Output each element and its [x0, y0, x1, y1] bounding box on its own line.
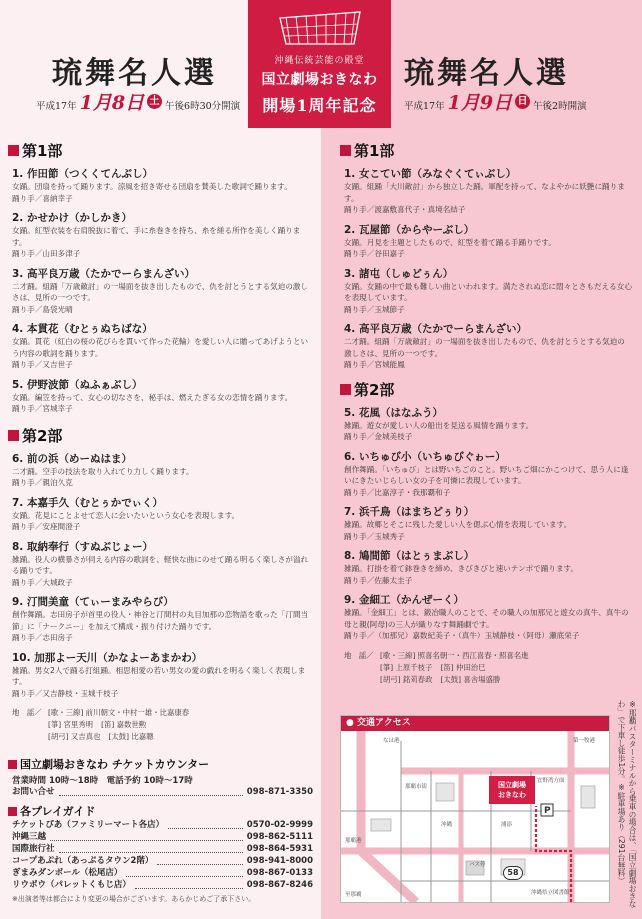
day2-part1-heading: 第1部	[340, 140, 632, 161]
item-dancer: 踊り手／喜納幸子	[12, 193, 73, 203]
item-dancer: 踊り手／親泊久克	[12, 478, 73, 487]
day2-musicians	[340, 650, 632, 686]
item-title: 7. 浜千鳥（はまちどぅり）	[344, 506, 475, 518]
road-map	[341, 731, 609, 902]
item-description: 女踊。花見にことよせて恋人に会いたいという女心を表現します。	[12, 510, 240, 520]
contact-row	[8, 786, 313, 798]
playguide-row	[8, 867, 313, 879]
day1-musicians	[8, 707, 313, 743]
item-title: 5. 伊野波節（ぬふぁぶし）	[12, 378, 143, 391]
item-description: 雑踊。遊女が愛しい人の船出を見送る風情を踊ります。	[344, 420, 534, 430]
leader-dots	[50, 834, 243, 841]
day1-program	[8, 140, 313, 743]
item-description: 創作舞踊。志田房子が首里の役人・神谷と汀間村の丸目加那の恋物語を歌った「汀間当節」に「ナークニー」を加えて構成・振り付けた踊りです。	[12, 610, 309, 631]
musician-row	[12, 719, 313, 731]
map-label: 宜野湾方面	[537, 778, 565, 784]
program-item	[8, 540, 313, 589]
musician-entry: [笛] 嘉数世勲	[101, 720, 147, 729]
map-label: 那覇市街	[405, 784, 428, 790]
playguide-label: 沖縄三越	[12, 832, 47, 842]
contact-phone: 098-871-3350	[246, 787, 313, 797]
musician-entry: [箏] 上原千枝子	[380, 662, 433, 672]
playguide-row	[8, 831, 313, 843]
item-description: 雑踊。「金細工」とは、鍛冶職人のことで、その職人の加那兄と遊女の真牛、真牛の母と親(阿母)の三人が織りなす舞踊劇です。	[344, 608, 629, 629]
playguide-phone: 0570-02-9999	[246, 820, 313, 830]
item-description: 雑踊。男女2人で踊る打組踊。相思相愛の若い男女の愛の戯れを明るく楽しく表現します。	[12, 665, 306, 686]
item-dancer: 踊り手／玉城秀子	[344, 531, 405, 541]
playguide-heading: 各プレイガイド	[8, 803, 313, 819]
item-title: 10. 加那よー天川（かなよーあまかわ）	[12, 651, 203, 664]
item-title: 5. 花風（はなふう）	[344, 406, 443, 419]
heading-square-icon	[8, 807, 17, 816]
item-description: 二才踊。空手の技法を取り入れてり力しく踊ります。	[12, 466, 194, 476]
musician-entry: [笛] 仲田治巳	[440, 662, 486, 672]
leader-dots	[126, 870, 242, 877]
playguide-phone: 098-941-8000	[246, 856, 313, 866]
playguide-label: 国際旅行社	[12, 844, 55, 854]
musician-row	[344, 650, 632, 662]
day1-part2-heading: 第2部	[8, 425, 313, 446]
item-dancer: 踊り手／島袋光晴	[12, 304, 73, 314]
map-label: 浦添	[501, 822, 513, 828]
heading-square-icon	[8, 145, 19, 156]
program-item	[8, 496, 313, 533]
program-item	[340, 167, 632, 216]
item-description: 雑踊。故郷とそこに残した愛しい人を偲ぶ心情を表現しています。	[344, 520, 572, 529]
program-item	[340, 450, 632, 499]
musician-row	[12, 731, 313, 743]
item-title: 6. いちゅび小（いちゅびぐゎー）	[344, 450, 506, 463]
banner-theater-name: 国立劇場おきなわ	[261, 72, 378, 88]
heading-square-icon	[340, 145, 351, 156]
map-label: 那覇港	[345, 838, 362, 844]
heading-square-icon	[8, 430, 19, 441]
ticket-info	[8, 756, 313, 904]
map-label: バス停	[469, 862, 486, 868]
leader-dots	[59, 846, 243, 853]
map-label: 第一牧港	[573, 738, 596, 744]
item-title: 2. かせかけ（かしかき）	[12, 212, 132, 224]
day2-time: 午後2時開演	[533, 101, 587, 112]
musician-row	[344, 662, 632, 674]
playguide-label: リウボウ（パレットくもじ店）	[12, 880, 131, 890]
item-dancer: 踊り手／又吉世子	[12, 360, 73, 369]
center-banner	[248, 0, 391, 128]
change-notice: ※出演者等は都合により変更の場合がございます。あらかじめご了承下さい。	[12, 895, 256, 903]
item-title: 7. 本嘉手久（むとぅかでぃく）	[12, 496, 164, 509]
musician-entry: [歌・三線] 前川朝文・中村一雄・比嘉康春	[48, 708, 190, 717]
item-dancer: 踊り手／志田房子	[12, 633, 73, 642]
playguide-phone: 098-864-5931	[246, 844, 313, 854]
program-item	[8, 322, 313, 371]
svg-text:P: P	[544, 806, 551, 816]
playguide-phone: 098-867-8246	[246, 880, 313, 890]
day2-program	[340, 140, 632, 686]
item-title: 2. 瓦屋節（からやーぶし）	[344, 223, 475, 236]
day1-weekday-badge: 土	[147, 94, 162, 109]
item-dancer: 踊り手／比嘉淳子・我那覇和子	[344, 487, 451, 497]
item-title: 4. 高平良万歳（たかでーらまんざい）	[344, 323, 527, 335]
musician-entry: [太鼓] 比嘉聰	[108, 732, 154, 741]
item-title: 6. 前の浜（めーぬはま）	[12, 452, 132, 465]
item-title: 9. 汀間美童（てぃーまみやらび）	[12, 596, 174, 608]
heading-square-icon	[340, 384, 351, 395]
item-title: 3. 高平良万歳（たかでーらまんざい）	[12, 267, 195, 280]
playguide-phone: 098-862-5111	[246, 832, 313, 842]
playguide-row	[8, 855, 313, 867]
day2-era: 平成17年	[404, 101, 445, 112]
item-dancer: 踊り手／佐藤太圭子	[344, 575, 413, 585]
program-item	[340, 593, 632, 642]
item-description: 女踊。月見を主題としたもので、紅型を着て踊る手踊りです。	[344, 237, 556, 247]
musician-row	[12, 707, 313, 719]
item-dancer: 踊り手／（加那兄）嘉数紀美子・（真牛）玉城静枝・（阿母）瀬底栄子	[344, 631, 580, 640]
program-item	[8, 595, 313, 644]
item-description: 創作舞踊。「いちゅび」とは野いちごのこと。野いちご畑にかこつけて、思う人に逢いにきたいじらしい女の子を可憐に表現しています。	[344, 464, 629, 485]
musician-label: 地 謡／	[12, 708, 42, 717]
program-item	[340, 505, 632, 542]
musician-entry: [太鼓] 喜舎場盛勝	[440, 674, 501, 684]
item-dancer: 踊り手／大城政子	[12, 577, 73, 587]
item-title: 9. 金細工（かんぜーく）	[344, 594, 464, 606]
day1-date	[36, 88, 240, 115]
program-item	[8, 211, 313, 260]
theater-building-icon	[272, 6, 368, 50]
day1-era: 平成17年	[36, 101, 77, 112]
program-item	[8, 267, 313, 316]
day2-weekday-badge: 日	[515, 94, 530, 109]
musician-entry: [胡弓] 又吉真也	[48, 732, 101, 741]
map-label: 沖縄	[441, 822, 453, 828]
day2-date	[404, 88, 587, 115]
playguide-label: ぎまみダンボール（松尾店）	[12, 868, 123, 878]
map-label: なは港	[383, 738, 400, 744]
day1-title: 琉舞名人選	[52, 56, 217, 91]
item-dancer: 踊り手／渡嘉敷喜代子・真境名結子	[344, 205, 466, 214]
item-title: 8. 鳩間節（はとぅまぶし）	[344, 550, 475, 562]
item-title: 8. 取納奉行（すぬぶじょー）	[12, 540, 153, 553]
item-title: 3. 諸屯（しゅどぅん）	[344, 267, 454, 280]
day2-part2-heading: 第2部	[340, 379, 632, 400]
day1-month-day: 1月8日	[79, 92, 145, 114]
leader-dots	[157, 858, 242, 865]
item-description: 雑踊。打掛を着て鉢巻きを締め、きびきびと速いテンポで踊ります。	[344, 564, 579, 573]
map-label: 沖縄県立図書館	[531, 890, 570, 896]
playguide-label: チケットぴあ（ファミリーマート各店）	[12, 820, 165, 830]
program-item	[8, 378, 313, 415]
program-item	[8, 651, 313, 700]
musician-entry: [歌・三線] 照喜名朝一・西江喜春・照喜名進	[380, 650, 529, 660]
playguide-row	[8, 879, 313, 891]
banner-anniversary: 開場1周年記念	[262, 96, 377, 115]
theater-location-marker: 国立劇場 おきなわ	[489, 776, 535, 804]
day2-title: 琉舞名人選	[404, 56, 569, 91]
item-description: 女踊。貫花（紅白の桜の花びらを貫いて作った花輪）を愛しい人に贈ってあげようという内容の歌詞を踊ります。	[12, 337, 309, 358]
day1-time: 午後6時30分開演	[165, 101, 241, 112]
item-title: 1. 女こてい節（みなぐくてぃぶし）	[344, 168, 517, 180]
access-notes: ※那覇バスターミナルから乗車の場合は、「国立劇場おきなわ」で下車し徒歩1分。※駐車場あり（291台無料）	[617, 700, 637, 908]
contact-label: お問い合せ	[12, 787, 55, 797]
route-58-badge: 58	[503, 866, 523, 880]
item-description: 二才踊。組踊「万歳敵討」の一場面を抜き出したもので、仇を討とうとする気迫の激しさは、見所の一つです。	[12, 281, 308, 302]
item-title: 1. 作田節（つくくてんぶし）	[12, 168, 153, 180]
item-description: 雑踊。役人の横暴さが伺える内容の歌詞を、軽快な曲にのせて踊る明るく楽しさが溢れる踊りです。	[12, 554, 309, 575]
leader-dots	[168, 822, 243, 829]
item-description: 女踊。編笠を持って、女心の切なさを、秘手は、燃えたぎる女の恋情を踊ります。	[12, 392, 293, 402]
item-dancer: 踊り手／宮城能鳳	[344, 360, 405, 369]
musician-entry: [胡弓] 銘苅春政	[380, 674, 433, 684]
item-dancer: 踊り手／宮城幸子	[12, 404, 73, 413]
playguide-row	[8, 843, 313, 855]
heading-square-icon	[8, 760, 17, 769]
item-dancer: 踊り手／玉城節子	[344, 304, 405, 314]
map-label: 至那覇	[345, 892, 362, 898]
leader-dots	[135, 882, 243, 889]
item-description: 女踊。女踊の中で最も難しい曲といわれます。満たされぬ恋に悶々とさもだえる女心を表現しています。	[344, 281, 632, 302]
item-description: 女踊。紅型衣装を右肩脱抜に着て、手に糸巻きを持ち、糸を縒る所作を美しく踊ります。	[12, 226, 301, 247]
item-dancer: 踊り手／安座間澄子	[12, 522, 81, 531]
musician-row	[344, 674, 632, 686]
access-map	[340, 715, 610, 903]
program-item	[340, 322, 632, 371]
program-item	[8, 167, 313, 204]
playguide-row	[8, 819, 313, 831]
day2-month-day: 1月9日	[447, 92, 513, 114]
program-item	[340, 549, 632, 586]
item-dancer: 踊り手／金城美枝子	[344, 432, 413, 441]
item-dancer: 踊り手／山田多津子	[12, 249, 81, 258]
item-dancer: 踊り手／谷田嘉子	[344, 249, 405, 258]
day1-part1-heading: 第1部	[8, 140, 313, 161]
musician-entry: [箏] 宮里秀明	[48, 720, 94, 729]
item-description: 女踊。組踊「大川敵討」から独立した踊。軍配を持って、なよやかに妖艶に踊ります。	[344, 182, 625, 203]
access-map-heading: ● 交通アクセス	[341, 716, 609, 731]
ticket-counter-heading: 国立劇場おきなわ チケットカウンター	[8, 756, 313, 772]
musician-label: 地 謡／	[344, 650, 374, 660]
banner-subtitle: 沖縄伝統芸能の殿堂	[274, 56, 365, 66]
leader-dots	[59, 789, 243, 796]
program-item	[340, 267, 632, 316]
program-item	[8, 452, 313, 489]
playguide-label: コープあぷれ（あっぷるタウン2階）	[12, 856, 154, 866]
item-dancer: 踊り手／又吉静枝・玉城千枝子	[12, 688, 119, 698]
program-item	[340, 406, 632, 443]
item-description: 二才踊。組踊「万歳敵討」の一場面を抜き出したもので、仇を討とうとする気迫の激しさは、見所の一つです。	[344, 337, 625, 358]
playguide-phone: 098-867-0133	[246, 868, 313, 878]
item-description: 女踊。団扇を持って踊ります。涼風を招き寄せる団扇を賛美した歌詞で踊ります。	[12, 182, 292, 191]
program-item	[340, 223, 632, 260]
item-title: 4. 本貫花（むとぅぬちばな）	[12, 323, 153, 335]
ticket-hours: 営業時間 10時～18時 電話予約 10時～17時	[12, 776, 193, 786]
